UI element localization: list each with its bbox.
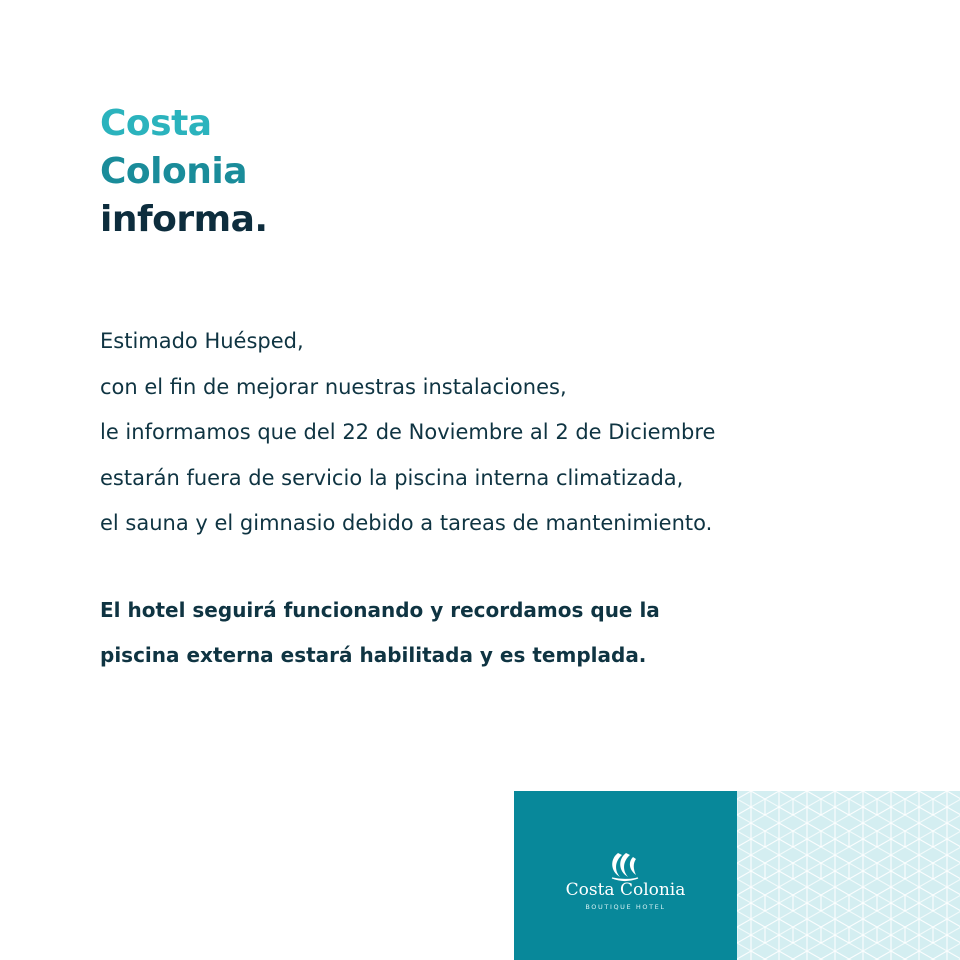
notice-highlight-line: El hotel seguirá funcionando y recordamos que la [100,598,660,622]
title-line-costa: Costa [100,103,212,144]
notice-highlight [100,588,860,678]
brand-logo-block [514,791,737,960]
notice-line: estarán fuera de servicio la piscina interna climatizada, [100,465,684,490]
notice-highlight-line: piscina externa estará habilitada y es templada. [100,643,647,667]
notice-line: el sauna y el gimnasio debido a tareas de mantenimiento. [100,511,713,535]
brand-subtitle: BOUTIQUE HOTEL [585,903,666,911]
notice-body [100,319,860,547]
page-title [100,100,268,244]
title-line-informa: informa. [100,199,268,240]
notice-greeting: Estimado Huésped, [100,329,304,353]
decorative-pattern [737,791,960,960]
brand-name: Costa Colonia [565,880,686,900]
notice-line: con el fin de mejorar nuestras instalaciones, [100,374,567,399]
title-line-colonia: Colonia [100,151,247,192]
sailboat-icon [514,791,737,960]
geometric-pattern-icon [737,791,960,960]
notice-line: le informamos que del 22 de Noviembre al 2 de Diciembre [100,420,716,444]
